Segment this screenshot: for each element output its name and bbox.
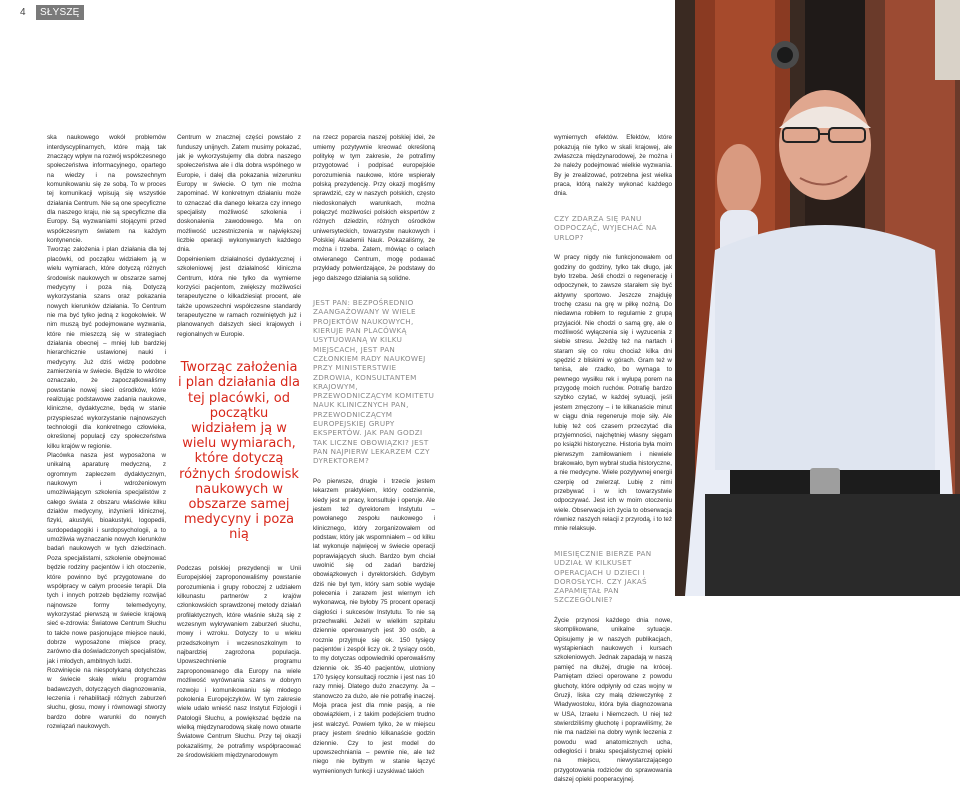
section-tag: SŁYSZĘ	[36, 5, 84, 20]
body-text: Życie przynosi każdego dnia nowe, skomplikowane, unikalne sytuacje. Opisujemy je w naszych publikacjach, wystąpieniach naukowych i kursach szkoleniowych. Jednak zapadają w naszą pamięć na dłużej, drugie na krócej. Pamiętam dzieci operowane z powodu głuchoty, które odpłynły od czas wojny w Gruzji, liska czy małą dziewczynkę z Władywostoku, która była diagnozowana w USA, Izraelu i Niemczech. U niej też stwierdziliśmy głuchotę i poprawiliśmy, że nie ma nadziei na dobry wynik leczenia z powodu wad anatomicznych ucha, odległości i braku specjalistycznej opieki na miejscu, niewystarczającego przygotowania rodziców do sprawowania dalszej opieki pooperacyjnej.	[554, 617, 672, 783]
article-column-1	[47, 124, 167, 730]
body-text: ska naukowego wokół problemów interdyscyplinarnych, które mają tak znaczący wpływ na rozwój współczesnego społeczeństwa informacyjnego, opartego na wiedzy i na powszechnym komunikowaniu się ze sobą. To w proces tej komunikacji wpisują się wszystkie działania Centrum. Nie są one specyficzne dla naszego kraju, nie są specyficzne dla Europy. Są wyzwaniami stojącymi przed współczesnym światem na każdym kontynencie. Tworząc założenia i plan działania dla tej placówki, od początku widziałem ją w wielu wymiarach, które dotyczą różnych środowisk naukowych w obszarze samej medycyny i poza nią. Dotyczą wykorzystania szans oraz pokazania nowych kierunków działania. To Centrum nie ma być tylko jedną z kogokolwiek. W nim muszą być podejmowane wyzwania, które nie mieszczą się w strategiach działania obecnej – mniej lub bardziej hierarchicznie ustawionej nauki i medycyny. Już dziś widzę podobne zamierzenia w świecie. Będzie to wkrótce oznaczało, że zapoczątkowaliśmy powstanie nowej sieci ośrodków, które realizując podstawowe zadania naukowe, kliniczne, dydaktyczne, będą w stanie przyspieszać wykorzystanie najnowszych technologii dla konkretnego człowieka, określonej populacji czy społeczeństwa kilku krajów w regionie. Placówka nasza jest wyposażona w unikalną aparaturę medyczną, z ogromnym zapleczem dydaktycznym, naukowym i wdrożeniowym umożliwiającym szkolenia specjalistów z całego świata z obszaru właściwie kilku działów medycyny, inżynierii klinicznej, fizyki, akustyki, bioakustyki, logopedii, surdopedagogiki i surdopsychologii, a to umożliwia wyznaczanie nowych kierunków badań naukowych w tych dziedzinach. Poza specjalistami, szkolenie obejmować będzie rodziny pacjentów i ich otoczenie, które powinno być przygotowane do współpracy w całym procesie terapii. Dla tych i innych potrzeb będziemy rozwijać najnowsze formy telemedycyny, wykorzystać pierwszą w świecie krajową sieć e-zdrowia: Światowe Centrum Słuchu to także nowe pasjonujące miejsce nauki, dobrze wyposażone miejsce pracy, zarówno dla doświadczonych specjalistów, jak i młodych, ambitnych ludzi. Rozwinięcie na niespotykaną dotychczas w świecie skalę wielu programów badawczych, dotyczących diagnozowania, leczenia i rehabilitacji różnych zaburzeń słuchu, głosu, mowy i równowagi stworzy bardzo dobre warunki do nowych rozwiązań naukowych.	[47, 134, 167, 730]
article-column-2	[177, 124, 301, 759]
interview-question: MIESIĘCZNIE BIERZE PAN UDZIAŁ W KILKUSET OPERACJACH U DZIECI I DOROSŁYCH. CZY JAKAŚ ZAPAMIĘTAŁ PAN SZCZEGÓLNIE?	[554, 548, 652, 605]
article-column-4	[554, 124, 672, 783]
page-number: 4	[20, 6, 26, 18]
page-header	[0, 0, 84, 24]
body-text: Podczas polskiej prezydencji w Unii Europejskiej zaproponowaliśmy powstanie porozumienia i grupy roboczej z udziałem kilkunastu partnerów z krajów członkowskich sprawdzonej metody działań profilaktycznych, które właśnie służą się z wczesnym wykrywaniem zaburzeń słuchu, mowy i wzroku. Dotyczy to u wieku przedszkolnym i wczesnoszkolnym to najbardziej zagrożona populacja. Upowszechnienie programu zaproponowanego dla Europy na wiele możliwość wyrównania szans w dobrym rozwoju i komunikowaniu się młodego pokolenia Europejczyków. W tym zakresie wiele udało wnieść nasz Instytut Fizjologii i Patologii Słuchu, a powiększać będzie na wielką międzynarodową skalę nowo otwarte Światowe Centrum Słuchu. Przy tej okazji pokazaliśmy, że potrafimy współpracować ze środowiskiem międzynarodowym	[177, 565, 301, 759]
interview-question: CZY ZDARZA SIĘ PANU ODPOCZĄĆ, WYJECHAĆ NA URLOP?	[554, 214, 657, 242]
interview-question: JEST PAN: BEZPOŚREDNIO ZAANGAŻOWANY W WIELE PROJEKTÓW NAUKOWYCH, KIERUJE PAN PLACÓWKĄ USYTUOWANĄ W KILKU MIEJSCACH, JEST PAN CZŁONKIEM RADY NAUKOWEJ PRZY MINISTERSTWIE ZDROWIA, KONSULTANTEM KRAJOWYM, PRZEWODNICZĄCYM KOMITETU NAUK KLINICZNYCH PAN, PRZEWODNICZĄCYM EUROPEJSKIEJ GRUPY EKSPERTÓW. JAK PAN GODZI TAK LICZNE OBOWIĄZKI? JEST PAN NAJPIERW LEKARZEM CZY DYREKTOREM?	[313, 298, 435, 466]
pull-quote: Tworząc założenia i plan działania dla tej placówki, od początku widziałem ją w wielu wymiarach, które dotyczą różnych środowisk naukowych w obszarze samej medycyny i poza nią	[177, 360, 301, 543]
portrait-photo	[675, 0, 960, 596]
body-text: Po pierwsze, drugie i trzecie jestem lekarzem praktykiem, który codziennie, kiedy jest w pracy, konsultuje i operuje. Ale jestem też dyrektorem Instytutu – powołanego zespołu naukowego i klinicznego, który zorganizowałem od podstaw, który jak wspomniałem – od kilku lat wykonuje najwięcej w świecie operacji poprawiających słuch. Bardzo bym chciał uwolnić się od zadań bardziej obowiązkowych i dyrektorskich. Gdybym dziś nie był tym, który sam sobie wydaje polecenia i zarazem jest wiernym ich wykonawcą, nie byłoby 75 procent operacji ciągłości i sukcesów Instytutu. To nie są przechwałki. Jeżeli w wielkim szpitalu dziennie operowanych jest 30 osób, a rocznie przyjmuje się ok. 150 tysięcy pacjentów i zespół liczy ok. 2 tysiący osób, to my dotyczas odpowiedniki operowaliśmy dziennie ok. 35-40 pacjentów, ulotniony 170 tysięcy konsultacji rocznie i jest nas 10 razy mniej. Dlatego dużo znaczymy. Ja – stanowczo za dużo, ale nie potrafię inaczej. Moja praca jest dla mnie pasją, a nie obowiązkiem, i z takim podejściem trudno jest walczyć. Powiem tylko, że w miejscu pracy jestem średnio kilkanaście godzin dziennie. Czy to jest model do upowszechniania – pewnie nie, ale też niego nie bytbym w stanie łączyć wymienionych funkcji i uzyskiwać takich	[313, 477, 435, 775]
body-text: wymiernych efektów. Efektów, które pokazują nie tylko w skali krajowej, ale zwłaszcza międzynarodowej, że można i że należy podejmować wielkie wyzwania. By je zrealizować, potrzebna jest wielka praca, którą należy wykonać każdego dnia.	[554, 134, 672, 198]
body-text: Centrum w znacznej części powstało z funduszy unijnych. Zatem musimy pokazać, jak je wykorzystujemy dla dobra naszego społeczeństwa ale i dla dobra wspólnego w Europie, i dalej dla pokazania wizerunku Europy w świecie. O tym nie można zapominać. W konkretnym działaniu może to oznaczać dla danego lekarza czy innego specjalisty możliwość szkolenia i doskonalenia zawodowego. Ma on możliwość uczestniczenia w największej liczbie operacji wykonywanych każdego dnia. Dopełnieniem działalności dydaktycznej i szkoleniowej jest działalność kliniczna Centrum, która nie tylko da wymierne korzyści pacjentom, zwiększy możliwości terapeutyczne o kilkadziesiąt procent, ale także upowszechni współczesne standardy terapeutyczne w ramach rozwiniętych już i planowanych dalszych sieci krajowych i regionalnych w Europie.	[177, 134, 301, 338]
body-text: W pracy nigdy nie funkcjonowałem od godziny do godziny, tylko tak długo, jak było trzeba. Jeśli chodzi o regenerację i odpoczynek, to zawsze starałem się być aktywny sportowo. Jeszcze znajduję trochę czasu na grę w piłkę nożną. Do niedawna robiłem to regularnie z grupą przyjaciół. Nie chodzi o samą grę, ale o możliwość wyłączenia się i wyzucenia z siebie stresu. Jeżdżę też na nartach i staram się co roku chociaż kilka dni spędzić z bliskimi w górach. Gram też w tenisa, ale rzadko, bo wymaga to pewnego wysiłku rek i wyłupą porem na przygodę moich ruchów. Potrafię bardzo szybko czytać, w każdej sytuacji, jeśli jestem zmęczony – i te kilkanaście minut w ciągu dnia regeneruje moje siły. Ale lubię też coś czasem przeczytać dla przyjemności, najchętniej własny sięgam po książki historyczne. Historia była moim pierwszym zamiłowaniem i niewiele brakowało, bym wybrał studia historyczne, a nie medycyne. Wiele pozytywnej energii czerpię od zwierząt. Lubię z nimi przebywać i w ich towarzystwie odpoczywać. Jest ich w moim otoczeniu wiele. Obserwacja ich życia to obserwacja równiez naszych relacji z przyrodą, i to też mnie relaksuje.	[554, 254, 672, 533]
article-column-3	[313, 124, 435, 775]
body-text: na rzecz poparcia naszej polskiej idei, że umiemy pozytywnie kreować określoną politykę w tym zakresie, że potrafimy przygotować i podpisać europejskie porozumienia naukowe, które wspierały polską prezydencję. Przy okazji mogliśmy sprawdzić, czy w naszych polskich, często niedoskonałych warunkach, można połączyć możliwości polskich ekspertów z różnych dziedzin, różnych ośrodków uniwersyteckich, towarzystw naukowych i Polskiej Akademii Nauk. Pokazaliśmy, że można i trzeba. Zatem, mówiąc o celach otwieranego Centrum, mogę podawać przykłady potwierdzające, że podstawy do jego dalszego działania są solidne.	[313, 134, 435, 282]
